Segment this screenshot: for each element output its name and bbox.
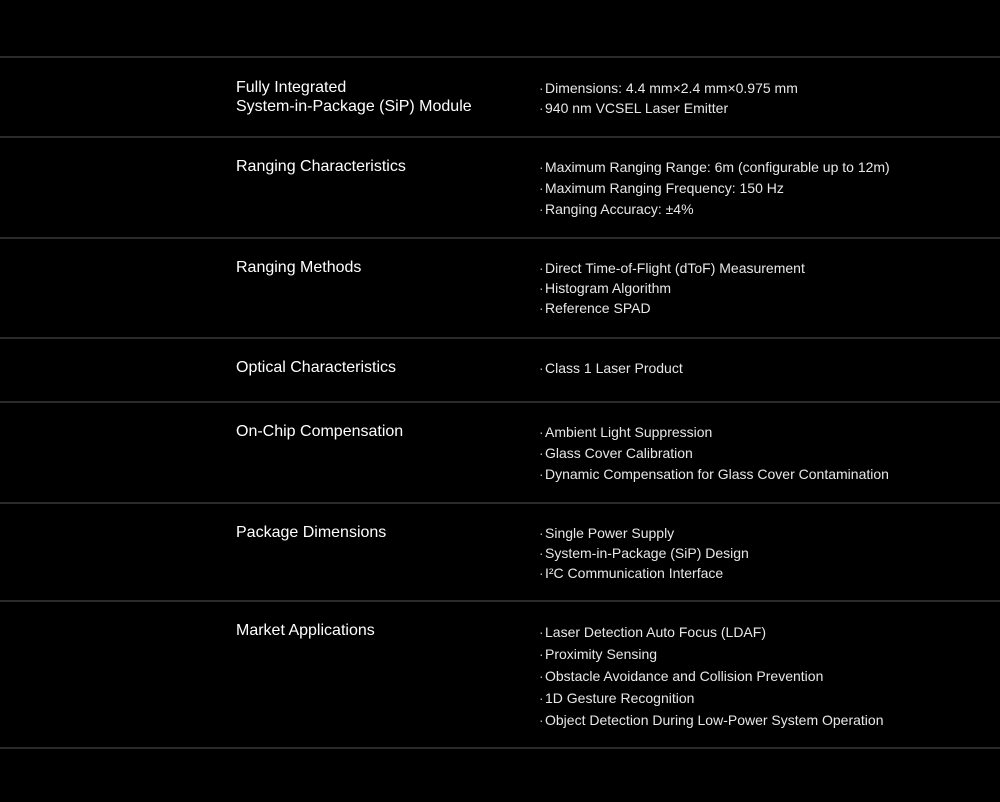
list-item: ·Dimensions: 4.4 mm×2.4 mm×0.975 mm [539,80,798,96]
bullet-icon: · [539,565,544,581]
list-item: ·Object Detection During Low-Power System Operation [539,709,883,731]
bullet-icon: · [539,100,544,116]
row-label: Package Dimensions [236,524,387,541]
row-label: Fully Integrated System-in-Package (SiP) Module [236,79,472,115]
bullet-icon: · [539,525,544,541]
bullet-icon: · [539,280,544,296]
bullet-icon: · [539,712,544,728]
bullet-icon: · [539,646,544,662]
list-item: ·940 nm VCSEL Laser Emitter [539,100,729,116]
bullet-icon: · [539,80,544,96]
spec-row-sip-module [0,58,1000,136]
spec-row-on-chip-compensation [0,403,1000,502]
bullet-icon: · [539,545,544,561]
row-items [539,358,683,378]
bullet-icon: · [539,159,544,175]
spec-row-optical-characteristics [0,339,1000,401]
spec-row-ranging-methods [0,239,1000,337]
row-label: Market Applications [236,622,375,639]
list-item: ·Obstacle Avoidance and Collision Prevention [539,665,883,687]
bullet-icon: · [539,180,544,196]
row-items [539,422,889,485]
row-label: Ranging Characteristics [236,158,406,175]
row-label: On-Chip Compensation [236,423,404,440]
list-item: ·Direct Time-of-Flight (dToF) Measurement [539,260,805,276]
list-item: ·Class 1 Laser Product [539,360,683,376]
row-items [539,78,798,118]
list-item: ·I²C Communication Interface [539,565,724,581]
list-item: ·Single Power Supply [539,525,675,541]
bullet-icon: · [539,445,544,461]
row-items [539,157,890,220]
list-item: ·Laser Detection Auto Focus (LDAF) [539,621,883,643]
row-items [539,258,805,318]
bullet-icon: · [539,300,544,316]
bullet-icon: · [539,466,544,482]
bullet-icon: · [539,424,544,440]
bullet-icon: · [539,360,544,376]
row-items [539,621,883,731]
list-item: ·Histogram Algorithm [539,280,672,296]
bullet-icon: · [539,690,544,706]
list-item: ·Glass Cover Calibration [539,443,889,464]
row-label: Ranging Methods [236,259,362,276]
list-item: ·Ranging Accuracy: ±4% [539,199,890,220]
bullet-icon: · [539,201,544,217]
list-item: ·1D Gesture Recognition [539,687,883,709]
list-item: ·Maximum Ranging Frequency: 150 Hz [539,178,890,199]
bullet-icon: · [539,624,544,640]
list-item: ·Dynamic Compensation for Glass Cover Contamination [539,464,889,485]
row-items [539,523,749,583]
divider [0,747,1000,749]
list-item: ·Proximity Sensing [539,643,883,665]
list-item: ·Maximum Ranging Range: 6m (configurable up to 12m) [539,157,890,178]
list-item: ·Ambient Light Suppression [539,422,889,443]
bullet-icon: · [539,260,544,276]
list-item: ·Reference SPAD [539,300,651,316]
spec-row-package-dimensions [0,504,1000,600]
spec-table [0,56,1000,749]
row-label: Optical Characteristics [236,359,397,376]
list-item: ·System-in-Package (SiP) Design [539,545,749,561]
bullet-icon: · [539,668,544,684]
spec-row-market-applications [0,602,1000,747]
spec-row-ranging-characteristics [0,138,1000,237]
